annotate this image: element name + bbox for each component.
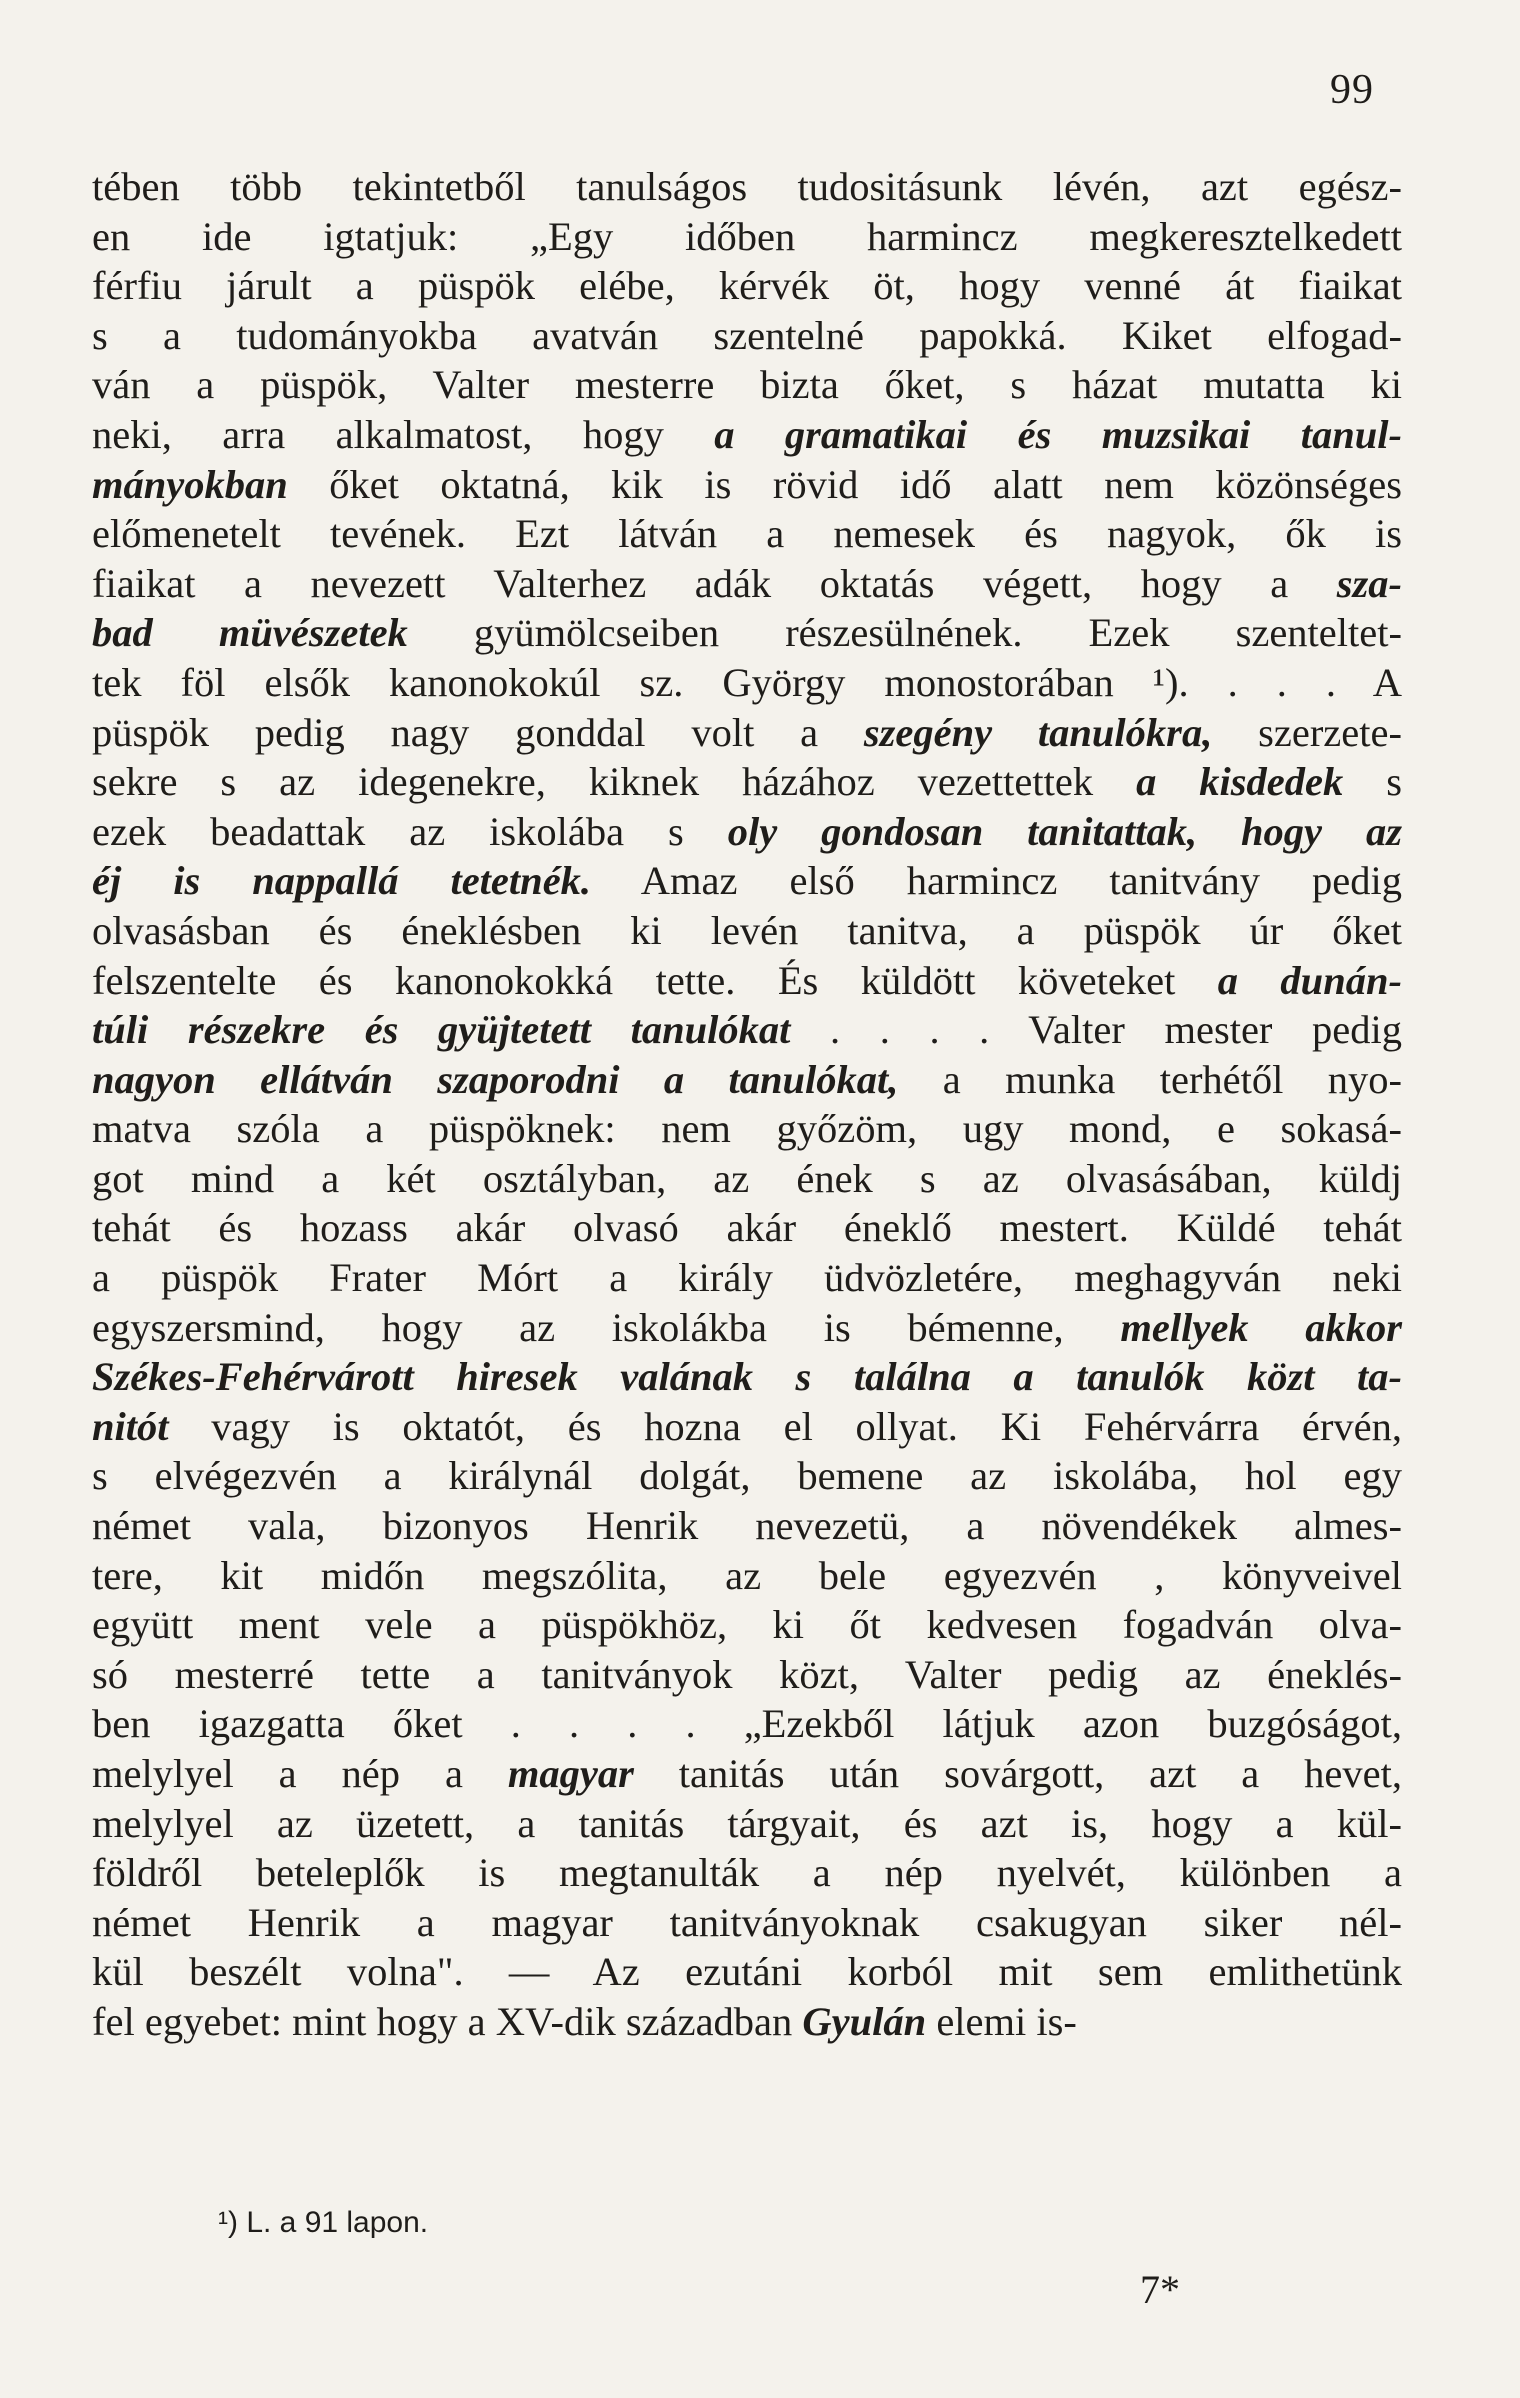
- text-segment: tanitás után sovárgott, azt a hevet,: [633, 1751, 1403, 1796]
- text-line: [92, 1749, 1402, 1799]
- italic-text: a dunán-: [1217, 957, 1402, 1003]
- text-line: [92, 1005, 1402, 1055]
- text-segment: olvasásban és éneklésben ki levén tanitva, a püspök úr őket: [92, 907, 1402, 953]
- text-line: [92, 1898, 1402, 1948]
- text-line: [92, 1799, 1402, 1849]
- text-line: [92, 212, 1402, 262]
- text-segment: a püspök Frater Mórt a király üdvözletére, meghagyván neki: [92, 1255, 1402, 1301]
- text-segment: en ide igtatjuk: „Egy időben harmincz megkeresztelkedett: [92, 213, 1402, 259]
- text-segment: ben igazgatta őket . . . . „Ezekből látjuk azon buzgóságot,: [92, 1701, 1402, 1747]
- text-line: [92, 360, 1402, 410]
- body-text: [92, 162, 1402, 2047]
- italic-text: magyar: [507, 1751, 634, 1796]
- text-segment: s a tudományokba avatván szentelné papokká. Kiket elfogad-: [92, 312, 1402, 358]
- text-segment: német vala, bizonyos Henrik nevezetü, a növendékek almes-: [92, 1503, 1402, 1549]
- text-line: [92, 906, 1402, 956]
- text-line: [92, 1154, 1402, 1204]
- text-line: [92, 1352, 1402, 1402]
- text-segment: a munka terhétől nyo-: [898, 1056, 1403, 1102]
- italic-text: nitót: [92, 1403, 169, 1449]
- text-segment: s: [1343, 759, 1403, 805]
- text-line: [92, 1997, 1402, 2047]
- text-line: [92, 1055, 1402, 1105]
- italic-text: Székes-Fehérvárott hiresek valának s találna a tanulók közt ta-: [92, 1354, 1402, 1400]
- text-line: [92, 311, 1402, 361]
- text-segment: neki, arra alkalmatost, hogy: [92, 411, 715, 457]
- text-line: [92, 807, 1402, 857]
- text-line: [92, 1104, 1402, 1154]
- text-line: [92, 708, 1402, 758]
- text-segment: tehát és hozass akár olvasó akár éneklő mestert. Küldé tehát: [92, 1205, 1402, 1251]
- text-segment: fiaikat a nevezett Valterhez adák oktatás végett, hogy a: [92, 560, 1337, 606]
- text-line: [92, 410, 1402, 460]
- italic-text: oly gondosan tanitattak, hogy az: [727, 808, 1402, 854]
- text-line: [92, 261, 1402, 311]
- text-segment: melylyel a nép a: [92, 1751, 508, 1796]
- text-line: [92, 1947, 1402, 1997]
- text-segment: got mind a két osztályban, az ének s az olvasásában, küldj: [92, 1155, 1402, 1201]
- text-segment: egyszersmind, hogy az iskolákba is bémenne,: [92, 1304, 1121, 1350]
- text-segment: őket oktatná, kik is rövid idő alatt nem közönséges: [287, 461, 1402, 507]
- italic-text: bad müvészetek: [92, 610, 408, 656]
- signature-mark: 7*: [1140, 2267, 1180, 2312]
- text-line: [92, 1303, 1402, 1353]
- text-segment: férfiu járult a püspök elébe, kérvék öt, hogy venné át fiaikat: [92, 263, 1402, 309]
- text-segment: földről beteleplők is megtanulták a nép nyelvét, különben a: [92, 1850, 1402, 1896]
- text-line: [92, 1203, 1402, 1253]
- text-line: [92, 757, 1402, 807]
- italic-text: Gyulán: [802, 1998, 927, 2044]
- text-segment: német Henrik a magyar tanitványoknak csakugyan siker nél-: [92, 1899, 1402, 1945]
- text-segment: . . . . Valter mester pedig: [790, 1007, 1402, 1053]
- text-line: [92, 1650, 1402, 1700]
- text-segment: ván a püspök, Valter mesterre bizta őket, s házat mutatta ki: [92, 362, 1402, 408]
- text-line: [92, 1699, 1402, 1749]
- italic-text: éj is nappallá tetetnék.: [92, 858, 592, 904]
- text-segment: Amaz első harmincz tanitvány pedig: [591, 858, 1403, 904]
- text-line: [92, 509, 1402, 559]
- text-segment: elemi is-: [926, 1998, 1077, 2044]
- text-segment: só mesterré tette a tanitványok közt, Valter pedig az éneklés-: [92, 1651, 1402, 1697]
- text-line: [92, 1451, 1402, 1501]
- text-line: [92, 1501, 1402, 1551]
- text-line: [92, 162, 1402, 212]
- italic-text: túli részekre és gyüjtetett tanulókat: [92, 1007, 791, 1053]
- text-line: [92, 1600, 1402, 1650]
- text-segment: gyümölcseiben részesülnének. Ezek szenteltet-: [407, 610, 1402, 656]
- italic-text: sza-: [1336, 560, 1402, 606]
- text-segment: matva szóla a püspöknek: nem győzöm, ugy mond, e sokasá-: [92, 1106, 1402, 1152]
- italic-text: mányokban: [92, 461, 288, 507]
- text-segment: felszentelte és kanonokokká tette. És küldött követeket: [92, 957, 1218, 1003]
- text-segment: kül beszélt volna". — Az ezutáni korból mit sem emlithetünk: [92, 1949, 1402, 1995]
- text-line: [92, 1848, 1402, 1898]
- text-line: [92, 658, 1402, 708]
- text-segment: együtt ment vele a püspökhöz, ki őt kedvesen fogadván olva-: [92, 1602, 1402, 1648]
- text-segment: tek föl elsők kanonokokúl sz. György monostorában ¹). . . . A: [92, 659, 1402, 705]
- text-line: [92, 1402, 1402, 1452]
- text-segment: s elvégezvén a királynál dolgát, bemene az iskolába, hol egy: [92, 1453, 1402, 1499]
- text-segment: vagy is oktatót, és hozna el ollyat. Ki Fehérvárra érvén,: [168, 1403, 1402, 1449]
- text-segment: fel egyebet: mint hogy a XV-dik században: [92, 1998, 803, 2044]
- text-line: [92, 1551, 1402, 1601]
- footnote: ¹) L. a 91 lapon.: [218, 2206, 429, 2239]
- text-segment: szerzete-: [1212, 709, 1402, 755]
- italic-text: a kisdedek: [1136, 759, 1344, 805]
- text-line: [92, 856, 1402, 906]
- text-segment: sekre s az idegenekre, kiknek házához vezettettek: [92, 759, 1137, 805]
- italic-text: mellyek akkor: [1120, 1304, 1402, 1350]
- italic-text: nagyon ellátván szaporodni a tanulókat,: [92, 1056, 899, 1102]
- text-segment: püspök pedig nagy gonddal volt a: [92, 709, 864, 755]
- italic-text: a gramatikai és muzsikai tanul-: [714, 411, 1402, 457]
- text-line: [92, 956, 1402, 1006]
- text-segment: előmenetelt tevének. Ezt látván a nemesek és nagyok, ők is: [92, 511, 1402, 557]
- text-line: [92, 608, 1402, 658]
- text-segment: ezek beadattak az iskolába s: [92, 808, 728, 854]
- italic-text: szegény tanulókra,: [863, 709, 1213, 755]
- text-line: [92, 559, 1402, 609]
- text-segment: tében több tekintetből tanulságos tudositásunk lévén, azt egész-: [92, 164, 1402, 209]
- page-number: 99: [1330, 67, 1374, 113]
- text-line: [92, 460, 1402, 510]
- text-line: [92, 1253, 1402, 1303]
- text-segment: melylyel az üzetett, a tanitás tárgyait, és azt is, hogy a kül-: [92, 1800, 1402, 1846]
- text-segment: tere, kit midőn megszólita, az bele egyezvén , könyveivel: [92, 1552, 1402, 1598]
